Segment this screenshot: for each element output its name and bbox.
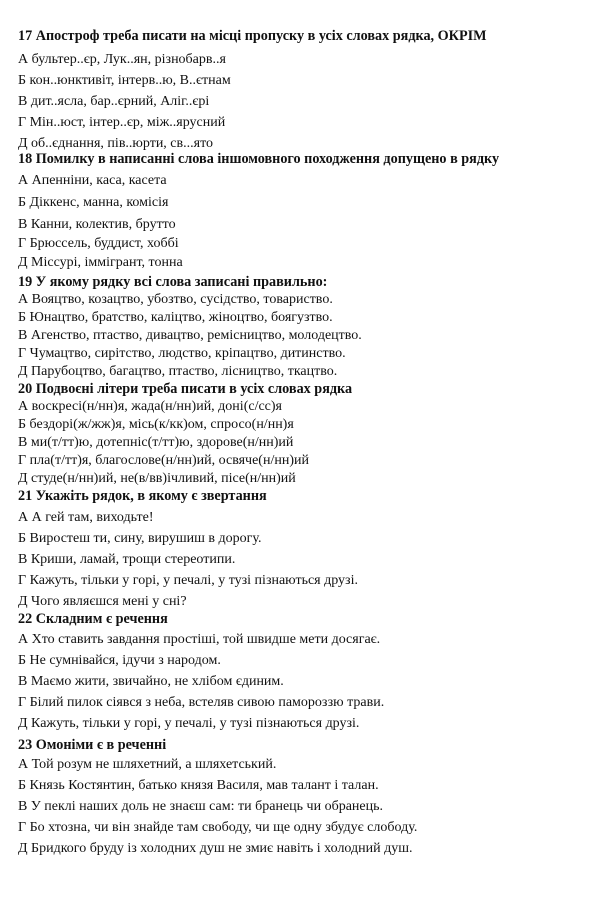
answer-option-a: А А гей там, виходьте! [18,510,154,525]
answer-option-b: Б кон..юнктивіт, інтерв..ю, В..єтнам [18,73,231,88]
answer-option-a: А Вояцтво, козацтво, убозтво, сусідство, товариство. [18,292,333,307]
answer-option-b: Б бездорі(ж/жж)я, місь(к/кк)ом, спросо(н/нн)я [18,417,294,432]
answer-option-d: Д Бридкого бруду із холодних душ не змиє навіть і холодний душ. [18,841,413,856]
answer-option-h: Г пла(т/тт)я, благослове(н/нн)ий, освяче(н/нн)ий [18,453,309,468]
question-17 [18,27,600,153]
question-header: 18 Помилку в написанні слова іншомовного походження допущено в рядку [18,151,500,167]
answer-option-v: В Криши, ламай, трощи стереотипи. [18,552,236,567]
answer-option-v: В Агенство, птаство, дивацтво, ремісництво, молодецтво. [18,328,362,343]
question-20 [18,380,600,488]
answer-option-d: Д Чого являєшся мені у сні? [18,594,187,609]
answer-option-v: В У пеклі наших доль не знаєш сам: ти бранець чи обранець. [18,799,383,814]
answer-option-d: Д студе(н/нн)ий, не(в/вв)ічливий, пісе(н/нн)ий [18,471,296,486]
answer-option-h: Г Брюссель, буддист, хоббі [18,236,179,251]
answer-option-b: Б Виростеш ти, сину, вирушиш в дорогу. [18,531,262,546]
question-header: 23 Омоніми є в реченні [18,737,167,753]
answer-option-b: Б Не сумнівайся, ідучи з народом. [18,653,221,668]
answer-option-a: А Хто ставить завдання простіші, той швидше мети досягає. [18,632,381,647]
answer-option-h: Г Бо хтозна, чи він знайде там свободу, чи ще одну збудує слободу. [18,820,418,835]
answer-option-v: В Маємо жити, звичайно, не хлібом єдиним. [18,674,284,689]
question-18 [18,150,600,272]
question-21 [18,487,600,611]
question-header: 21 Укажіть рядок, в якому є звертання [18,488,267,504]
question-header: 17 Апостроф треба писати на місці пропуску в усіх словах рядка, ОКРІМ [18,28,487,44]
answer-option-h: Г Білий пилок сіявся з неба, встеляв сивою памороззю трави. [18,695,385,710]
question-23 [18,736,600,858]
answer-option-a: А Той розум не шляхетний, а шляхетський. [18,757,277,772]
question-19 [18,273,600,381]
question-22 [18,610,600,733]
question-header: 20 Подвоєні літери треба писати в усіх словах рядка [18,381,353,397]
answer-option-b: Б Діккенс, манна, комісія [18,195,169,210]
answer-option-v: В ми(т/тт)ю, дотепніс(т/тт)ю, здорове(н/нн)ий [18,435,294,450]
answer-option-d: Д Парубоцтво, багацтво, птаство, лісництво, ткацтво. [18,364,338,379]
answer-option-d: Д об..єднання, пів..юрти, св...ято [18,136,214,151]
answer-option-h: Г Кажуть, тільки у горі, у печалі, у тузі пізнаються друзі. [18,573,358,588]
question-header: 22 Складним є речення [18,611,168,627]
answer-option-d: Д Міссурі, іммігрант, тонна [18,255,183,270]
answer-option-b: Б Юнацтво, братство, каліцтво, жіноцтво, боягузтво. [18,310,333,325]
answer-option-a: А Апенніни, каса, касета [18,173,167,188]
answer-option-h: Г Чумацтво, сирітство, людство, кріпацтво, дитинство. [18,346,346,361]
answer-option-b: Б Князь Костянтин, батько князя Василя, мав талант і талан. [18,778,379,793]
answer-option-a: А воскресі(н/нн)я, жада(н/нн)ий, доні(с/сс)я [18,399,282,414]
question-header: 19 У якому рядку всі слова записані правильно: [18,274,328,290]
answer-option-v: В Канни, колектив, брутто [18,217,176,232]
answer-option-v: В дит..ясла, бар..єрний, Аліг..єрі [18,94,210,109]
answer-option-a: А бультер..єр, Лук..ян, різнобарв..я [18,52,226,67]
answer-option-h: Г Мін..юст, інтер..єр, між..ярусний [18,115,226,130]
answer-option-d: Д Кажуть, тільки у горі, у печалі, у тузі пізнаються друзі. [18,716,360,731]
